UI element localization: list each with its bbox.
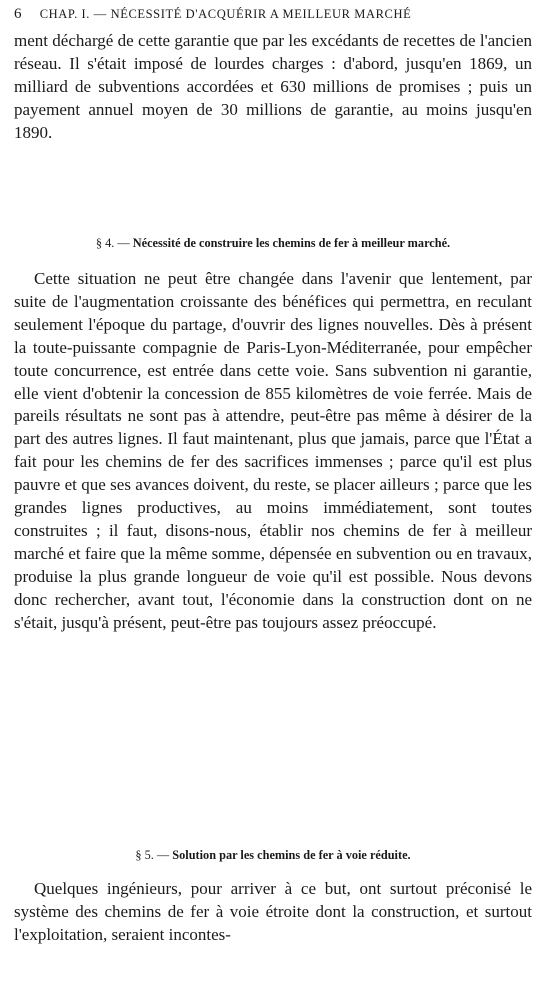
running-header — [14, 6, 534, 23]
paragraph-section-4 — [14, 268, 532, 635]
section-number: § 5. — [135, 848, 154, 862]
page-number: 6 — [14, 6, 23, 22]
paragraph-text: Cette situation ne peut être changée dans l'avenir que lentement, par suite de l'augmentation croissante des bénéfices qui permettra, en reculant seulement l'époque du partage, d'ouvrir des lignes nouvelles. Dès à présent la toute-puissante compagnie de Paris-Lyon-Méditerranée, pour empêcher toute concurrence, est entrée dans cette voie. Sans subvention ni garantie, elle vient d'obtenir la concession de 855 kilomètres de voie ferrée. Mais de pareils résultats ne sont pas à attendre, peut-être pas même à désirer de la part des autres lignes. Il faut maintenant, plus que jamais, parce que l'État a fait pour les chemins de fer des sacrifices immenses ; parce qu'il est plus pauvre et que ses avances doivent, du reste, se placer ailleurs ; parce que les grandes lignes productives, au moins immédiatement, sont toutes construites ; il faut, disons-nous, établir nos chemins de fer à meilleur marché et faire que la même somme, dépensée en subvention ou en travaux, produise la plus grande longueur de voie qu'il est possible. Nous devons donc rechercher, avant tout, l'économie dans la construction dont on ne s'était, jusqu'à présent, peut-être pas toujours assez préoccupé. — [14, 269, 532, 632]
paragraph-continuation — [14, 30, 532, 145]
paragraph-text: ment déchargé de cette garantie que par les excédants de recettes de l'ancien réseau. Il s'était imposé de lourdes charges : d'abord, jusqu'en 1869, un milliard de subventions accordées et 630 millions de promises ; puis un payement annuel moyen de 30 millions de garantie, au moins jusqu'en 1890. — [14, 31, 532, 142]
section-heading-4: § 4. — Nécessité de construire les chemins de fer à meilleur marché. — [95, 236, 451, 250]
section-title: Nécessité de construire les chemins de fer à meilleur marché. — [132, 236, 451, 250]
paragraph-section-5 — [14, 878, 532, 947]
section-title: Solution par les chemins de fer à voie réduite. — [172, 848, 411, 862]
running-title: CHAP. I. — NÉCESSITÉ D'ACQUÉRIR A MEILLEUR MARCHÉ — [39, 7, 412, 21]
paragraph-text: Quelques ingénieurs, pour arriver à ce but, ont surtout préconisé le système des chemins de fer à voie étroite dont la construction, et surtout l'exploitation, seraient incontes- — [14, 879, 532, 944]
section-number: § 4. — [95, 236, 115, 250]
section-heading-5: § 5. — Solution par les chemins de fer à voie réduite. — [135, 848, 411, 862]
